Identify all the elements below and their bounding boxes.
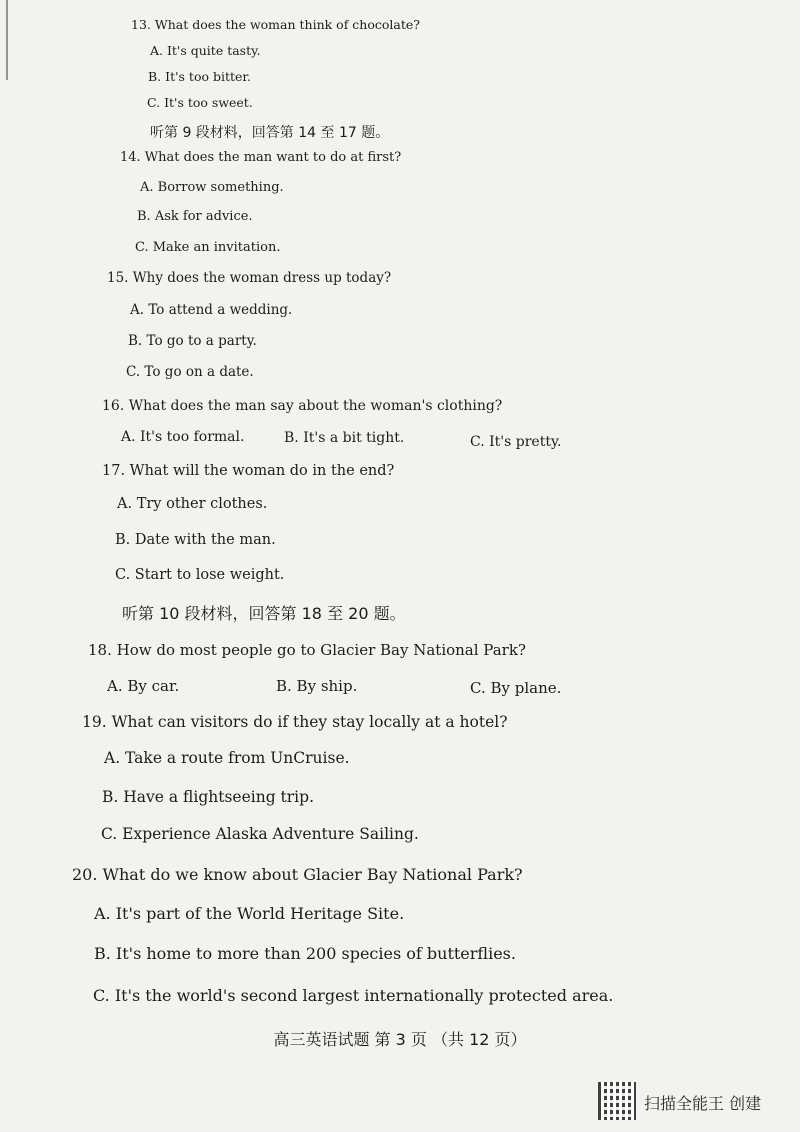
question-13: 13. What does the woman think of chocolate? <box>131 17 420 32</box>
option-18c: C. By plane. <box>470 679 562 697</box>
section-instruction-10: 听第 10 段材料，回答第 18 至 20 题。 <box>122 604 406 623</box>
option-19c: C. Experience Alaska Adventure Sailing. <box>101 825 419 843</box>
option-17c: C. Start to lose weight. <box>115 567 285 583</box>
option-16a: A. It's too formal. <box>121 429 245 445</box>
watermark-text: 扫描全能王 创建 <box>644 1094 762 1113</box>
scanner-watermark <box>598 1082 788 1122</box>
option-19a: A. Take a route from UnCruise. <box>104 749 350 767</box>
option-14b: B. Ask for advice. <box>137 209 253 224</box>
option-14c: C. Make an invitation. <box>135 240 281 255</box>
option-15c: C. To go on a date. <box>126 364 254 380</box>
question-17: 17. What will the woman do in the end? <box>102 463 395 479</box>
section-instruction-9: 听第 9 段材料，回答第 14 至 17 题。 <box>150 125 390 141</box>
scan-edge-shadow <box>6 0 8 80</box>
question-18: 18. How do most people go to Glacier Bay National Park? <box>88 641 526 659</box>
option-13c: C. It's too sweet. <box>147 95 253 110</box>
option-17a: A. Try other clothes. <box>117 496 268 512</box>
page-footer: 高三英语试题 第 3 页 （共 12 页） <box>273 1030 527 1049</box>
option-20c: C. It's the world's second largest internationally protected area. <box>93 986 614 1005</box>
option-20a: A. It's part of the World Heritage Site. <box>94 904 405 923</box>
question-15: 15. Why does the woman dress up today? <box>107 270 392 286</box>
option-18a: A. By car. <box>107 677 180 695</box>
question-20: 20. What do we know about Glacier Bay National Park? <box>72 865 523 884</box>
option-14a: A. Borrow something. <box>140 180 284 195</box>
question-19: 19. What can visitors do if they stay locally at a hotel? <box>82 713 508 731</box>
option-19b: B. Have a flightseeing trip. <box>102 788 314 806</box>
option-13a: A. It's quite tasty. <box>150 43 261 58</box>
option-13b: B. It's too bitter. <box>148 69 251 84</box>
question-14: 14. What does the man want to do at first? <box>120 150 402 165</box>
option-15b: B. To go to a party. <box>128 333 257 349</box>
option-17b: B. Date with the man. <box>115 532 276 548</box>
option-15a: A. To attend a wedding. <box>130 302 293 318</box>
option-18b: B. By ship. <box>276 677 358 695</box>
option-20b: B. It's home to more than 200 species of butterflies. <box>94 944 516 963</box>
question-16: 16. What does the man say about the woman's clothing? <box>102 398 503 414</box>
option-16c: C. It's pretty. <box>470 434 562 450</box>
qr-code-icon <box>598 1082 636 1120</box>
option-16b: B. It's a bit tight. <box>284 430 405 446</box>
